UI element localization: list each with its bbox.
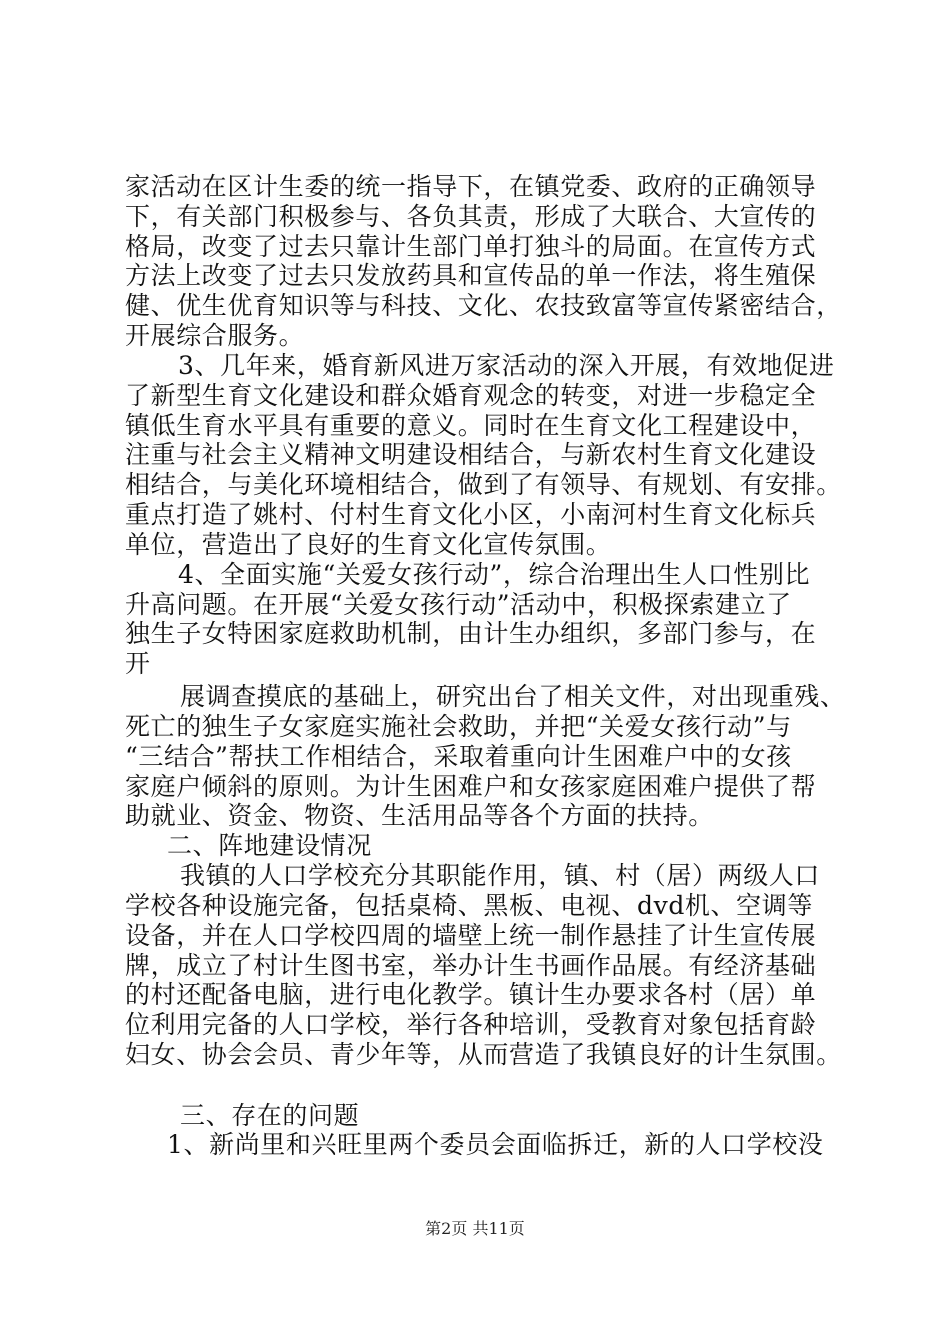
text-line: 重点打造了姚村、付村生育文化小区，小南河村生育文化标兵 (125, 500, 817, 529)
text-line: 独生子女特困家庭救助机制，由计生办组织，多部门参与，在 (125, 619, 817, 648)
text-line: 注重与社会主义精神文明建设相结合，与新农村生育文化建设 (125, 440, 817, 469)
section-heading: 三、存在的问题 (180, 1101, 360, 1130)
text-line: 展调查摸底的基础上，研究出台了相关文件，对出现重残、 (180, 682, 846, 711)
text-line: 4、全面实施“关爱女孩行动”，综合治理出生人口性别比 (178, 560, 811, 589)
text-line: 相结合，与美化环境相结合，做到了有领导、有规划、有安排。 (125, 470, 842, 499)
text-line: 助就业、资金、物资、生活用品等各个方面的扶持。 (125, 801, 714, 830)
text-line: 下，有关部门积极参与、各负其责，形成了大联合、大宣传的 (125, 202, 817, 231)
page-footer: 第2页 共11页 (425, 1219, 525, 1238)
text-line: 妇女、协会会员、青少年等，从而营造了我镇良好的计生氛围。 (125, 1040, 842, 1069)
text-line: 我镇的人口学校充分其职能作用，镇、村（居）两级人口 (180, 861, 821, 890)
text-line: 健、优生优育知识等与科技、文化、农技致富等宣传紧密结合， (125, 291, 842, 320)
text-line: 镇低生育水平具有重要的意义。同时在生育文化工程建设中， (125, 411, 817, 440)
text-line: 了新型生育文化建设和群众婚育观念的转变，对进一步稳定全 (125, 381, 817, 410)
text-line: 开展综合服务。 (125, 321, 305, 350)
text-line: 格局，改变了过去只靠计生部门单打独斗的局面。在宣传方式 (125, 232, 817, 261)
text-line: 升高问题。在开展“关爱女孩行动”活动中，积极探索建立了 (125, 590, 792, 619)
text-line: 死亡的独生子女家庭实施社会救助，并把“关爱女孩行动”与 (125, 712, 792, 741)
text-line: 开 (125, 649, 151, 678)
text-line: 家庭户倾斜的原则。为计生困难户和女孩家庭困难户提供了帮 (125, 772, 817, 801)
text-line: 位利用完备的人口学校，举行各种培训，受教育对象包括育龄 (125, 1010, 817, 1039)
section-heading: 二、阵地建设情况 (167, 831, 372, 860)
text-line: 单位，营造出了良好的生育文化宣传氛围。 (125, 530, 612, 559)
text-line: 学校各种设施完备，包括桌椅、黑板、电视、dvd机、空调等 (125, 891, 813, 920)
text-line: 方法上改变了过去只发放药具和宣传品的单一作法，将生殖保 (125, 261, 817, 290)
text-line: 设备，并在人口学校四周的墙壁上统一制作悬挂了计生宣传展 (125, 921, 817, 950)
text-line: 1、新尚里和兴旺里两个委员会面临拆迁，新的人口学校没 (167, 1130, 824, 1159)
text-line: 牌，成立了村计生图书室，举办计生书画作品展。有经济基础 (125, 951, 817, 980)
text-line: “三结合”帮扶工作相结合，采取着重向计生困难户中的女孩 (125, 742, 792, 771)
text-line: 3、几年来，婚育新风进万家活动的深入开展，有效地促进 (178, 351, 835, 380)
text-line: 家活动在区计生委的统一指导下，在镇党委、政府的正确领导 (125, 172, 817, 201)
text-line: 的村还配备电脑，进行电化教学。镇计生办要求各村（居）单 (125, 980, 817, 1009)
